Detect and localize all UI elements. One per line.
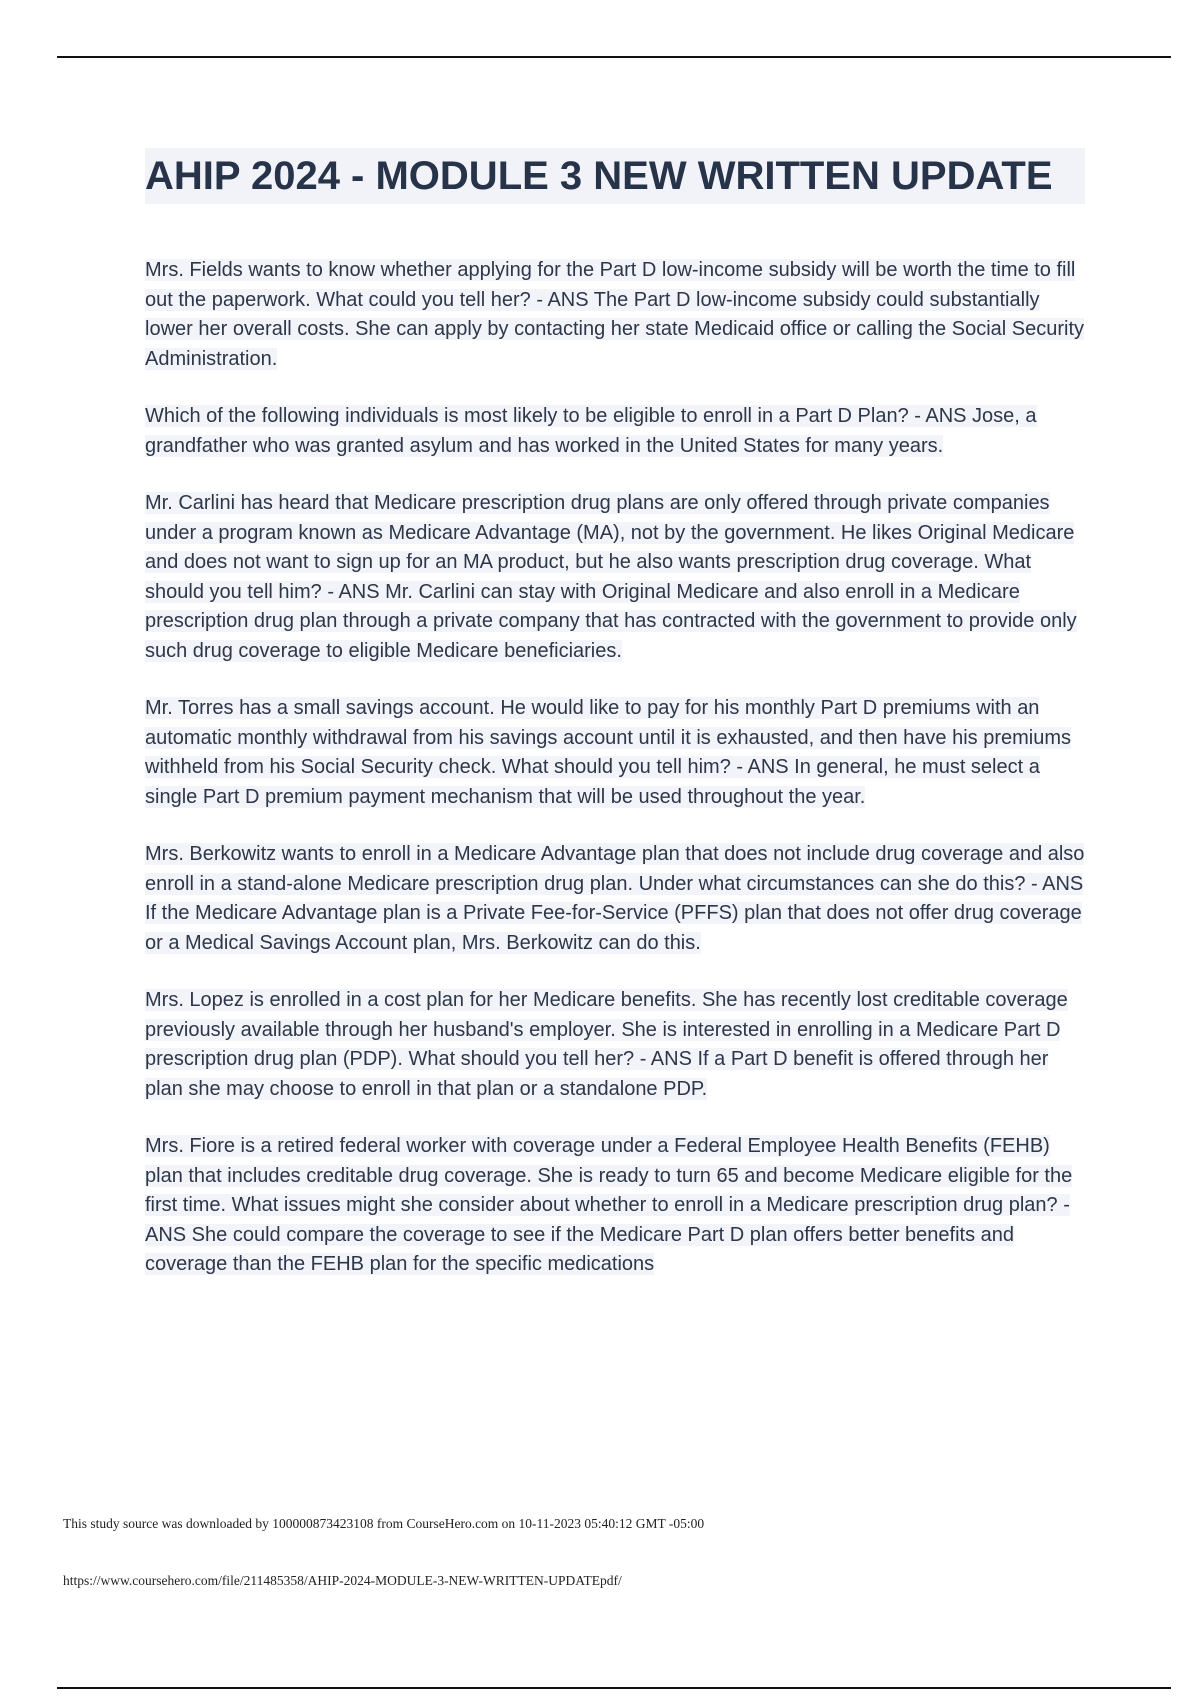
- top-divider: [57, 56, 1171, 58]
- qa-item: [145, 256, 1090, 374]
- qa-item-text: Mrs. Fiore is a retired federal worker with coverage under a Federal Employee Health Benefits (FEHB) plan that includes creditable drug coverage. She is ready to turn 65 and become Medicare eligible for the first time. What issues might she consider about whether to enroll in a Medicare prescription drug plan? - ANS She could compare the coverage to see if the Medicare Part D plan offers better benefits and coverage than the FEHB plan for the specific medications: [145, 1135, 1073, 1275]
- qa-item-text: Mrs. Fields wants to know whether applying for the Part D low-income subsidy will be worth the time to fill out the paperwork. What could you tell her? - ANS The Part D low-income subsidy could substantially lower her overall costs. She can apply by contacting her state Medicaid office or calling the Social Security Administration.: [145, 259, 1085, 370]
- source-url[interactable]: https://www.coursehero.com/file/211485358/AHIP-2024-MODULE-3-NEW-WRITTEN-UPDATEpdf/: [63, 1573, 622, 1588]
- qa-item-text: Mrs. Berkowitz wants to enroll in a Medicare Advantage plan that does not include drug coverage and also enroll in a stand-alone Medicare prescription drug plan. Under what circumstances can she do this? - ANS If the Medicare Advantage plan is a Private Fee-for-Service (PFFS) plan that does not offer drug coverage or a Medical Savings Account plan, Mrs. Berkowitz can do this.: [145, 843, 1085, 954]
- qa-item-text: Mrs. Lopez is enrolled in a cost plan for her Medicare benefits. She has recently lost creditable coverage previously available through her husband's employer. She is interested in enrolling in a Medicare Part D prescription drug plan (PDP). What should you tell her? - ANS If a Part D benefit is offered through her plan she may choose to enroll in that plan or a standalone PDP.: [145, 989, 1068, 1100]
- qa-item: [145, 1132, 1090, 1280]
- qa-item-text: Which of the following individuals is most likely to be eligible to enroll in a Part D Plan? - ANS Jose, a grandfather who was granted asylum and has worked in the United States for many years.: [145, 405, 1037, 457]
- qa-item: [145, 694, 1090, 812]
- document-title: AHIP 2024 - MODULE 3 NEW WRITTEN UPDATE: [145, 148, 1085, 204]
- qa-item: [145, 986, 1090, 1104]
- qa-item: [145, 402, 1090, 461]
- download-notice: This study source was downloaded by 100000873423108 from CourseHero.com on 10-11-2023 05:40:12 GMT -05:00: [63, 1516, 705, 1531]
- qa-item: [145, 840, 1090, 958]
- qa-item-text: Mr. Torres has a small savings account. He would like to pay for his monthly Part D premiums with an automatic monthly withdrawal from his savings account until it is exhausted, and then have his premiums withheld from his Social Security check. What should you tell him? - ANS In general, he must select a single Part D premium payment mechanism that will be used throughout the year.: [145, 697, 1072, 808]
- qa-list: [145, 256, 1090, 1308]
- bottom-divider: [57, 1687, 1171, 1689]
- qa-item-text: Mr. Carlini has heard that Medicare prescription drug plans are only offered through private companies under a program known as Medicare Advantage (MA), not by the government. He likes Original Medicare and does not want to sign up for an MA product, but he also wants prescription drug coverage. What should you tell him? - ANS Mr. Carlini can stay with Original Medicare and also enroll in a Medicare prescription drug plan through a private company that has contracted with the government to provide only such drug coverage to eligible Medicare beneficiaries.: [145, 492, 1077, 662]
- qa-item: [145, 489, 1090, 666]
